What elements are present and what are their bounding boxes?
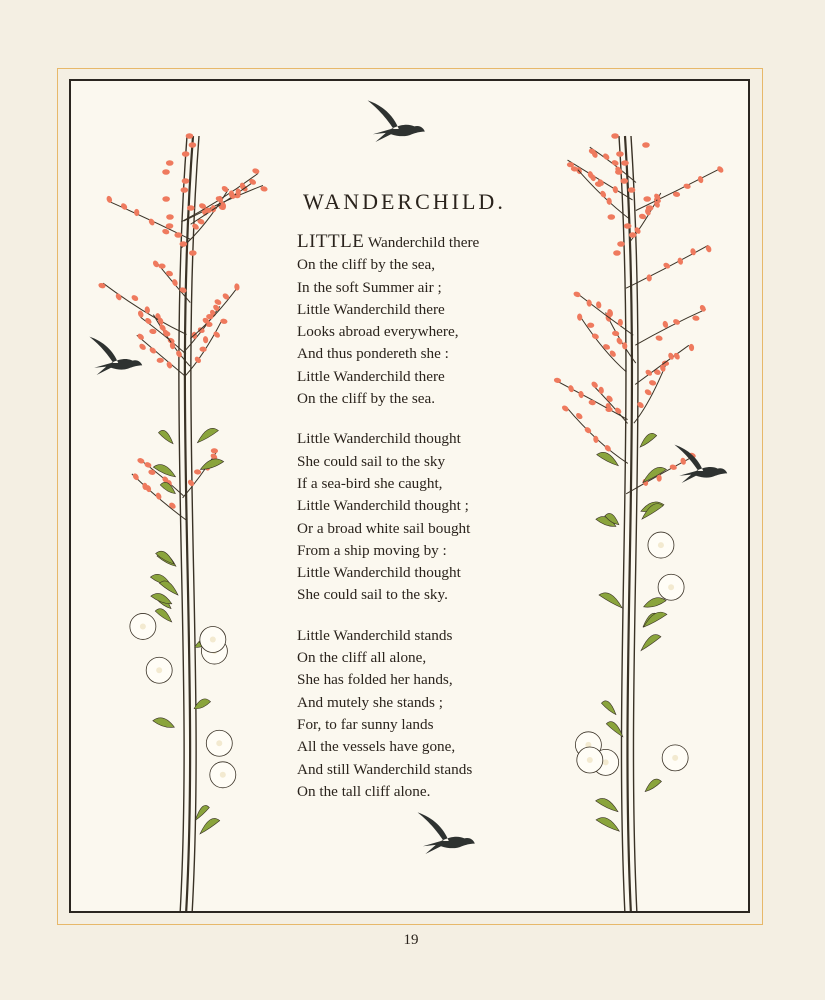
poem-line: On the cliff all alone, bbox=[297, 649, 427, 667]
blossom bbox=[689, 344, 695, 352]
blossom bbox=[608, 214, 616, 220]
page-number: 19 bbox=[403, 932, 419, 948]
blossom bbox=[615, 169, 623, 175]
bindweed-center bbox=[658, 542, 664, 548]
blossom bbox=[182, 151, 190, 157]
swallow-bird bbox=[89, 337, 142, 375]
blossom bbox=[611, 159, 620, 167]
blossom bbox=[602, 343, 611, 350]
poem-line: For, to far sunny lands bbox=[297, 715, 434, 733]
blossom bbox=[221, 185, 230, 194]
blossom bbox=[187, 479, 196, 488]
blossom bbox=[628, 187, 636, 193]
poem-body bbox=[297, 231, 597, 821]
blossom bbox=[221, 292, 230, 301]
leaf bbox=[151, 593, 172, 603]
blossom bbox=[629, 232, 637, 238]
blossom bbox=[148, 469, 156, 476]
blossom bbox=[692, 315, 700, 321]
leaf bbox=[194, 699, 210, 709]
bindweed-center bbox=[140, 623, 146, 629]
blossom bbox=[669, 464, 677, 471]
stanza bbox=[297, 625, 597, 803]
leaf bbox=[195, 805, 209, 820]
leaf bbox=[153, 465, 175, 477]
first-word: LITTLE bbox=[297, 231, 365, 252]
blossom bbox=[662, 262, 671, 270]
blossom bbox=[252, 167, 260, 174]
blossom bbox=[612, 186, 619, 194]
vine-stem bbox=[625, 136, 632, 913]
bindweed-center bbox=[668, 584, 674, 590]
poem-line: She could sail to the sky. bbox=[297, 586, 448, 604]
blossom bbox=[608, 349, 617, 358]
blossom bbox=[655, 335, 663, 342]
blossom bbox=[187, 205, 195, 211]
first-line-rest: Wanderchild there bbox=[364, 234, 480, 251]
blossom bbox=[234, 283, 240, 291]
blossom bbox=[171, 278, 178, 287]
leaf bbox=[158, 430, 173, 443]
leaf bbox=[643, 467, 667, 482]
poem-line bbox=[297, 231, 597, 254]
poem-line: From a ship moving by : bbox=[297, 541, 447, 559]
poem-line: Little Wanderchild there bbox=[297, 367, 445, 385]
blossom bbox=[648, 379, 656, 386]
blossom bbox=[605, 394, 614, 403]
blossom bbox=[186, 133, 194, 139]
blossom bbox=[617, 241, 625, 247]
blossom bbox=[211, 448, 218, 454]
leaf bbox=[606, 722, 623, 737]
blossom bbox=[166, 214, 174, 220]
vine-branch bbox=[635, 309, 705, 345]
blossom bbox=[716, 165, 725, 174]
blossom bbox=[136, 332, 145, 341]
blossom bbox=[179, 241, 187, 247]
leaf bbox=[200, 818, 220, 833]
poem-line: On the tall cliff alone. bbox=[297, 782, 431, 800]
leaf bbox=[644, 598, 666, 607]
blossom bbox=[643, 196, 651, 202]
blossom bbox=[667, 352, 675, 361]
leaf bbox=[197, 428, 218, 442]
blossom bbox=[174, 232, 182, 238]
vine-stem bbox=[631, 136, 638, 913]
blossom bbox=[158, 263, 166, 269]
blossom bbox=[165, 270, 174, 277]
blossom bbox=[680, 457, 687, 465]
blossom bbox=[194, 469, 202, 475]
leaf bbox=[200, 459, 223, 470]
vine-branch bbox=[636, 169, 720, 211]
poem-line: She has folded her hands, bbox=[297, 671, 453, 689]
blossom bbox=[137, 457, 146, 464]
blossom bbox=[138, 343, 147, 352]
poem-line: She could sail to the sky bbox=[297, 452, 446, 470]
blossom bbox=[646, 205, 654, 211]
leaf bbox=[640, 433, 657, 447]
blossom bbox=[166, 160, 174, 166]
swallow-bird bbox=[368, 100, 425, 142]
poem-line: If a sea-bird she caught, bbox=[297, 474, 443, 492]
bindweed-center bbox=[220, 772, 226, 778]
leaf bbox=[645, 779, 661, 792]
blossom bbox=[605, 407, 612, 412]
blossom bbox=[166, 361, 174, 370]
blossom bbox=[130, 294, 139, 302]
poem-line: Little Wanderchild there bbox=[297, 300, 445, 318]
vine-branch bbox=[594, 386, 628, 423]
bindweed-center bbox=[672, 755, 678, 761]
blossom bbox=[677, 257, 684, 265]
leaf bbox=[596, 818, 619, 832]
leaf bbox=[159, 581, 178, 595]
poem-line: In the soft Summer air ; bbox=[297, 278, 442, 296]
poem-line: Little Wanderchild thought bbox=[297, 564, 461, 582]
blossom bbox=[620, 178, 628, 184]
blossom bbox=[697, 175, 704, 183]
flowering-vine-left bbox=[98, 133, 268, 913]
blossom bbox=[621, 160, 629, 166]
poem-line: Little Wanderchild thought bbox=[297, 430, 461, 448]
leaf bbox=[641, 635, 661, 651]
blossom bbox=[220, 318, 228, 324]
blossom bbox=[199, 346, 207, 352]
blossom bbox=[157, 358, 164, 363]
poem-line: On the cliff by the sea. bbox=[297, 390, 436, 408]
bindweed-center bbox=[210, 637, 216, 643]
bindweed-center bbox=[216, 740, 222, 746]
leaf bbox=[156, 551, 174, 564]
blossom bbox=[642, 142, 650, 148]
blossom bbox=[624, 223, 632, 229]
blossom bbox=[144, 306, 150, 314]
poem-line: Or a broad white sail bought bbox=[297, 519, 471, 537]
leaf bbox=[155, 609, 172, 622]
poem-line: Little Wanderchild thought ; bbox=[297, 497, 469, 515]
blossom bbox=[155, 492, 163, 501]
bindweed-center bbox=[603, 759, 609, 765]
poem-line: Looks abroad everywhere, bbox=[297, 323, 459, 341]
blossom bbox=[203, 336, 209, 344]
blossom bbox=[162, 169, 170, 175]
blossom bbox=[189, 142, 197, 148]
blossom bbox=[644, 369, 653, 377]
blossom bbox=[162, 196, 170, 202]
leaf bbox=[160, 482, 175, 493]
leaf bbox=[596, 798, 618, 811]
blossom bbox=[182, 178, 190, 184]
poem-line: All the vessels have gone, bbox=[297, 738, 456, 756]
blossom bbox=[189, 250, 197, 256]
poem-line: And still Wanderchild stands bbox=[297, 760, 473, 778]
blossom bbox=[611, 133, 619, 139]
blossom bbox=[168, 501, 177, 510]
leaf bbox=[599, 593, 622, 608]
stanza bbox=[297, 428, 597, 606]
blossom bbox=[653, 368, 662, 376]
leaf bbox=[601, 701, 615, 715]
poem-line: On the cliff by the sea, bbox=[297, 256, 436, 274]
vine-branch bbox=[590, 147, 636, 182]
blossom bbox=[98, 282, 106, 289]
page-frame bbox=[69, 79, 750, 913]
bindweed-center bbox=[156, 667, 162, 673]
poem-line: Little Wanderchild stands bbox=[297, 626, 453, 644]
poem-line: And mutely she stands ; bbox=[297, 693, 443, 711]
stanza bbox=[297, 231, 597, 410]
blossom bbox=[613, 250, 621, 256]
blossom bbox=[148, 346, 157, 355]
leaf bbox=[153, 718, 175, 728]
blossom bbox=[181, 187, 189, 193]
blossom bbox=[616, 151, 624, 157]
blossom bbox=[598, 386, 604, 394]
blossom bbox=[705, 244, 713, 253]
poem-line: And thus pondereth she : bbox=[297, 345, 449, 363]
poem-title: WANDERCHILD. bbox=[303, 189, 506, 214]
blossom bbox=[166, 223, 174, 229]
